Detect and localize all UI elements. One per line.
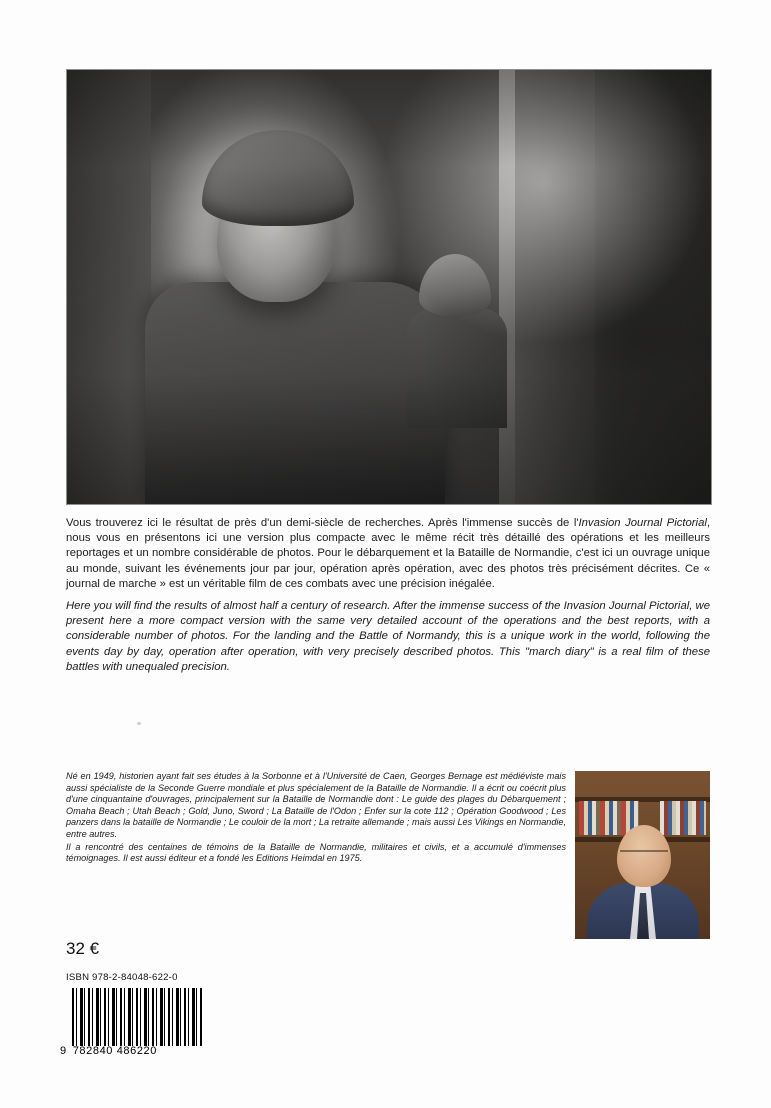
scan-speck <box>137 722 141 725</box>
barcode-digits-left: 782840 <box>72 1045 114 1057</box>
portrait-glasses <box>620 850 668 861</box>
barcode-image <box>72 988 202 1046</box>
photo-soldier-face <box>217 162 335 302</box>
author-portrait <box>575 771 710 939</box>
blurb-french-part2: , nous vous en présentons ici une version plus compacte avec le même récit très détaillé des opérations et les meilleurs reportages et un nombre considérable de photos. Pour le débarquement et la Bataille de Normandie, c'est ici un ouvrage unique au monde, suivant les événements jour par jour, opération après opération, avec des photos très précisément décrites. Ce « journal de marche » est un véritable film de ces combats avec une précision inégalée. <box>66 517 710 590</box>
photograph-image <box>67 70 711 504</box>
blurb-english: Here you will find the results of almost half a century of research. After the immense success of the Invasion Journal Pictorial, we present here a more compact version with the same very detailed account of the operations and the best reports, with a considerable number of photos. For the landing and the Battle of Normandy, this is a unique work in the world, following the events day by day, operation after operation, with very precisely described photos. This "march diary" is a real film of these battles with unequaled precision. <box>66 600 710 673</box>
barcode-digits-right: 486220 <box>116 1045 157 1057</box>
cover-photograph <box>66 69 712 505</box>
photo-second-soldier-body <box>407 308 507 428</box>
price-label: 32 € <box>66 939 100 958</box>
photo-wall-left <box>67 70 151 504</box>
author-biography <box>66 771 566 865</box>
author-bio-paragraph-1: Né en 1949, historien ayant fait ses études à la Sorbonne et à l'Université de Caen, Georges Bernage est médiéviste mais aussi spécialiste de la Seconde Guerre mondiale et plus spécialement de la Bataille de Normandie. Il a écrit ou coécrit plus d'une cinquantaine d'ouvrages, principalement sur la Bataille de Normandie dont : Le guide des plages du Débarquement ; Omaha Beach ; Utah Beach ; Gold, Juno, Sword ; La Bataille de l'Odon ; Enfer sur la cote 112 ; Opération Goodwood ; Les panzers dans la bataille de Normandie ; Le couloir de la mort ; La retraite allemande ; mais aussi Les Vikings en Normandie, entre autres. <box>66 771 566 839</box>
isbn-label: ISBN 978-2-84048-622-0 <box>66 972 178 983</box>
photo-soldier-helmet <box>202 130 354 226</box>
barcode-digits <box>60 1045 210 1057</box>
portrait-books-right <box>660 801 706 835</box>
photo-wall-right <box>515 70 711 504</box>
blurb-french <box>66 516 710 592</box>
author-bio-paragraph-2: Il a rencontré des centaines de témoins de la Bataille de Normandie, militaires et civils, et a accumulé d'immenses témoignages. Il est aussi éditeur et a fondé les Editions Heimdal en 1975. <box>66 841 566 864</box>
barcode-lead-digit: 9 <box>60 1045 67 1057</box>
photo-bright-gap <box>499 70 595 504</box>
blurb-french-title: Invasion Journal Pictorial <box>578 517 707 529</box>
photo-soldier-body <box>145 282 445 505</box>
blurb-french-part1: Vous trouverez ici le résultat de près d'un demi-siècle de recherches. Après l'immense succès de l' <box>66 517 579 529</box>
photo-second-soldier-head <box>419 254 491 316</box>
